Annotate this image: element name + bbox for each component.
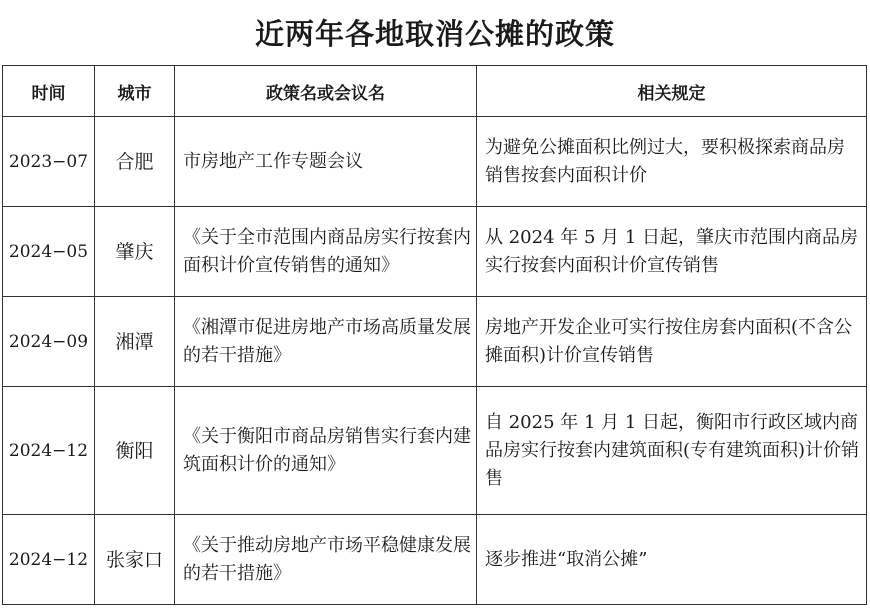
date-cell: 2024−12 [3, 387, 95, 515]
header-rule: 相关规定 [477, 66, 867, 117]
rule-cell: 房地产开发企业可实行按住房套内面积(不含公摊面积)计价宣传销售 [477, 297, 867, 387]
table-row [3, 387, 867, 515]
policy-cell: 《湘潭市促进房地产市场高质量发展的若干措施》 [175, 297, 477, 387]
page-title: 近两年各地取消公摊的政策 [254, 17, 615, 51]
policy-cell: 《关于衡阳市商品房销售实行套内建筑面积计价的通知》 [175, 387, 477, 515]
policy-cell: 市房地产工作专题会议 [175, 117, 477, 207]
date-cell: 2024−12 [3, 515, 95, 605]
city-cell: 张家口 [95, 515, 175, 605]
policy-table [2, 65, 867, 605]
rule-cell: 为避免公摊面积比例过大，要积极探索商品房销售按套内面积计价 [477, 117, 867, 207]
header-date: 时间 [3, 66, 95, 117]
table-row [3, 515, 867, 605]
date-cell: 2024−09 [3, 297, 95, 387]
policy-cell: 《关于全市范围内商品房实行按套内面积计价宣传销售的通知》 [175, 207, 477, 297]
city-cell: 衡阳 [95, 387, 175, 515]
rule-cell: 自 2025 年 1 月 1 日起，衡阳市行政区域内商品房实行按套内建筑面积(专有建筑面积)计价销售 [477, 387, 867, 515]
city-cell: 肇庆 [95, 207, 175, 297]
city-cell: 合肥 [95, 117, 175, 207]
date-cell: 2024−05 [3, 207, 95, 297]
policy-cell: 《关于推动房地产市场平稳健康发展的若干措施》 [175, 515, 477, 605]
table-row [3, 117, 867, 207]
table-header-row [3, 66, 867, 117]
table-row [3, 297, 867, 387]
rule-cell: 从 2024 年 5 月 1 日起，肇庆市范围内商品房实行按套内面积计价宣传销售 [477, 207, 867, 297]
rule-cell: 逐步推进“取消公摊” [477, 515, 867, 605]
header-city: 城市 [95, 66, 175, 117]
table-row [3, 207, 867, 297]
date-cell: 2023−07 [3, 117, 95, 207]
city-cell: 湘潭 [95, 297, 175, 387]
header-policy: 政策名或会议名 [175, 66, 477, 117]
